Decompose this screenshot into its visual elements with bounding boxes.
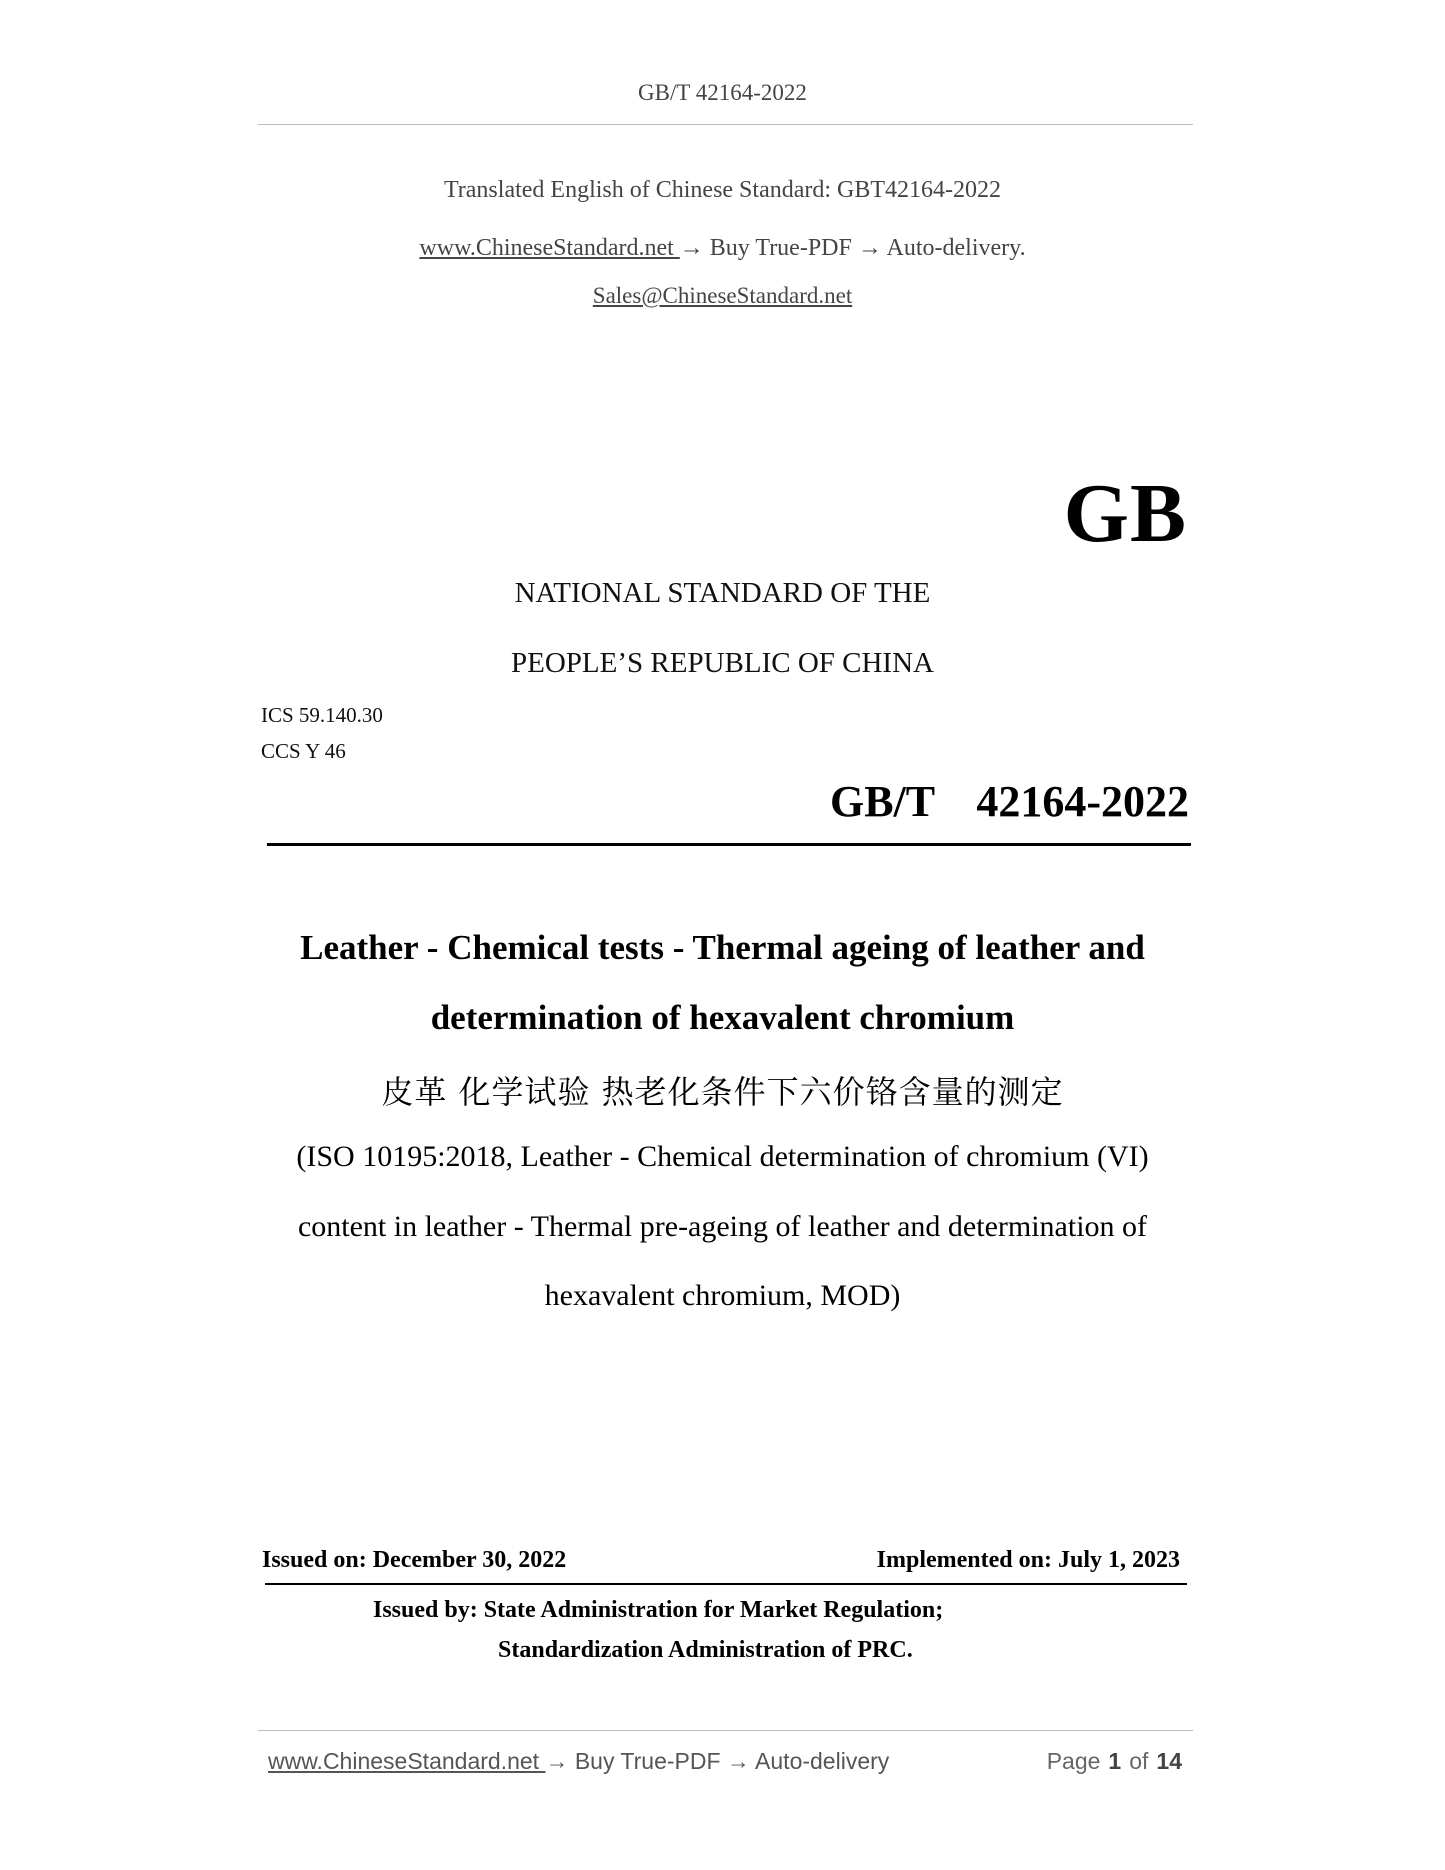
gb-logo: GB (1063, 467, 1187, 560)
buy-text: → Buy True-PDF → Auto-delivery. (679, 235, 1026, 261)
of-label: of (1129, 1748, 1149, 1774)
page-current: 1 (1108, 1748, 1122, 1774)
issued-on-date: Issued on: December 30, 2022 (262, 1547, 567, 1573)
iso-reference-line3: hexavalent chromium, MOD) (544, 1279, 901, 1312)
page-label: Page (1046, 1748, 1101, 1774)
title-cn: 皮革 化学试验 热老化条件下六价铬含量的测定 (381, 1073, 1064, 1111)
implemented-on-date: Implemented on: July 1, 2023 (876, 1547, 1180, 1573)
email-link[interactable]: Sales@ChineseStandard.net (592, 283, 853, 308)
national-standard-line1: NATIONAL STANDARD OF THE (514, 577, 931, 609)
page-total: 14 (1156, 1748, 1182, 1774)
header-divider (258, 124, 1193, 125)
footer-divider (258, 1730, 1193, 1731)
standard-number: GB/T 42164-2022 (829, 777, 1189, 826)
ccs-code: CCS Y 46 (261, 739, 346, 763)
translated-note: Translated English of Chinese Standard: GBT42164-2022 (443, 177, 1002, 203)
dates-divider (265, 1583, 1187, 1585)
page-indicator (1047, 1748, 1182, 1775)
footer-buy-text: → Buy True-PDF → Auto-delivery (545, 1748, 890, 1774)
iso-reference-line1: (ISO 10195:2018, Leather - Chemical determination of chromium (VI) (296, 1140, 1149, 1173)
issued-by-line2: Standardization Administration of PRC. (498, 1637, 913, 1663)
footer-site-link[interactable]: www.ChineseStandard.net (268, 1748, 546, 1774)
iso-reference-line2: content in leather - Thermal pre-ageing of leather and determination of (297, 1210, 1148, 1243)
title-en-line1: Leather - Chemical tests - Thermal ageing of leather and (300, 928, 1145, 967)
standard-number-rule (267, 843, 1191, 846)
national-standard-line2: PEOPLE’S REPUBLIC OF CHINA (511, 647, 934, 679)
email-line (0, 283, 1445, 309)
ics-code: ICS 59.140.30 (261, 703, 383, 727)
title-en-line2: determination of hexavalent chromium (430, 998, 1015, 1037)
site-link[interactable]: www.ChineseStandard.net (419, 235, 680, 261)
issued-by-line1: Issued by: State Administration for Market Regulation; (373, 1597, 944, 1623)
buy-line (0, 235, 1445, 262)
footer-buy-line (268, 1748, 889, 1775)
running-header: GB/T 42164-2022 (638, 80, 807, 105)
